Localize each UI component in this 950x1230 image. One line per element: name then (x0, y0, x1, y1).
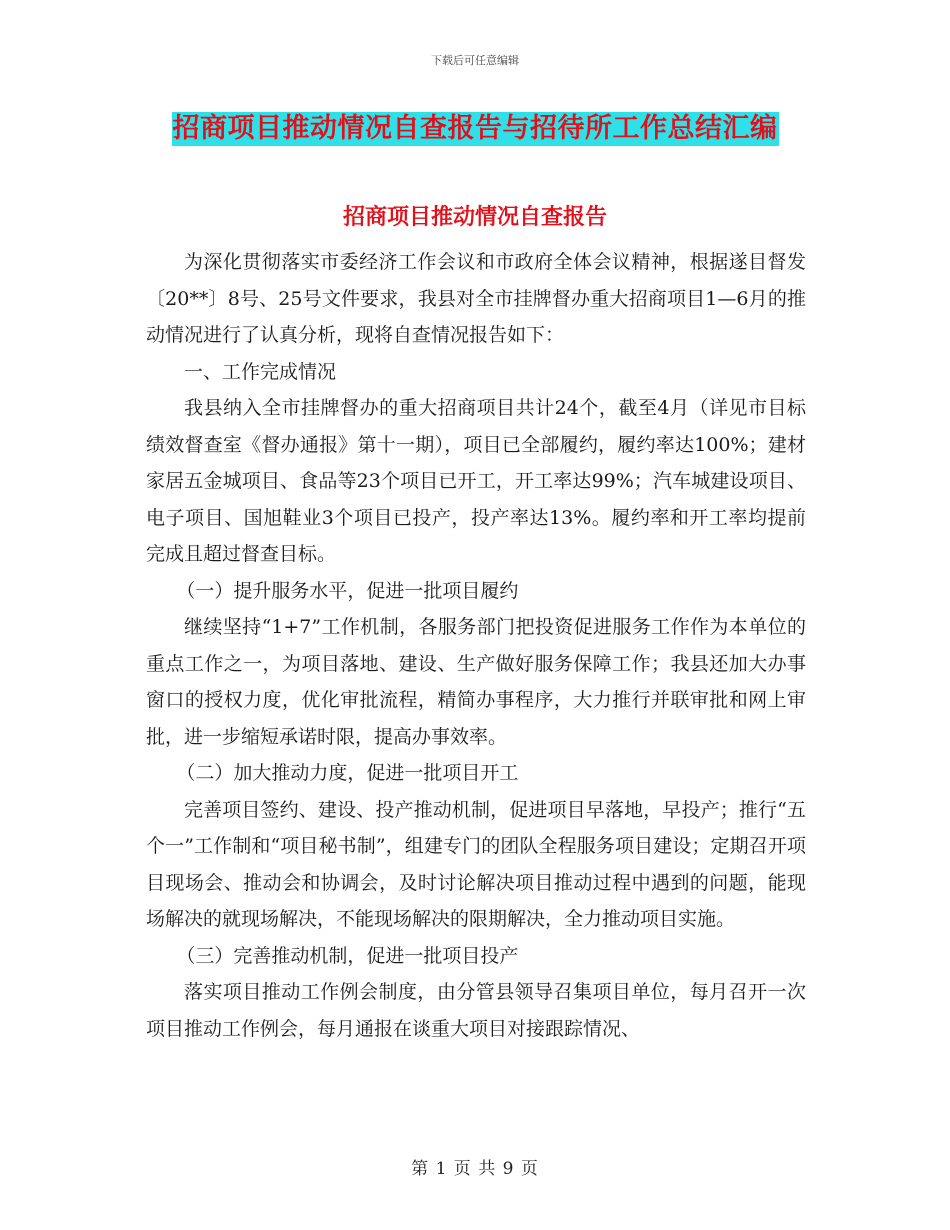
page-header-note: 下载后可任意编辑 (431, 54, 519, 67)
body-paragraph: 我县纳入全市挂牌督办的重大招商项目共计24个，截至4月（详见市目标绩效督查室《督办通报》第十一期），项目已全部履约，履约率达100%；建材家居五金城项目、食品等23个项目已开工，开工率达99%；汽车城建设项目、电子项目、国旭鞋业3个项目已投产，投产率达13%。履约率和开工率均提前完成且超过督查目标。 (146, 397, 806, 565)
section-heading: 一、工作完成情况 (184, 360, 337, 383)
body-paragraph: 为深化贯彻落实市委经济工作会议和市政府全体会议精神，根据遂目督发〔20**〕8号、25号文件要求，我县对全市挂牌督办重大招商项目1—6月的推动情况进行了认真分析，现将自查情况报告如下： (146, 251, 806, 346)
body-paragraph: 落实项目推动工作例会制度，由分管县领导召集项目单位，每月召开一次项目推动工作例会，每月通报在谈重大项目对接跟踪情况、 (146, 981, 806, 1040)
document-main-title: 招商项目推动情况自查报告与招待所工作总结汇编 (172, 113, 778, 144)
body-paragraph: 继续坚持“1+7”工作机制，各服务部门把投资促进服务工作作为本单位的重点工作之一，为项目落地、建设、生产做好服务保障工作；我县还加大办事窗口的授权力度，优化审批流程，精简办事程序，大力推行并联审批和网上审批，进一步缩短承诺时限，提高办事效率。 (146, 616, 806, 748)
document-sub-title: 招商项目推动情况自查报告 (342, 205, 607, 230)
subsection-heading: （一）提升服务水平，促进一批项目履约 (176, 579, 519, 602)
body-paragraph: 完善项目签约、建设、投产推动机制，促进项目早落地，早投产；推行“五个一”工作制和“项目秘书制”，组建专门的团队全程服务项目建设；定期召开项目现场会、推动会和协调会，及时讨论解决项目推动过程中遇到的问题，能现场解决的就现场解决，不能现场解决的限期解决，全力推动项目实施。 (146, 798, 806, 930)
subsection-heading: （二）加大推动力度，促进一批项目开工 (176, 762, 519, 784)
main-title-container (0, 112, 950, 146)
page-number: 第 1 页 共 9 页 (411, 1159, 539, 1179)
subsection-heading: （三）完善推动机制，促进一批项目投产 (176, 944, 519, 967)
document-body (146, 244, 806, 1047)
